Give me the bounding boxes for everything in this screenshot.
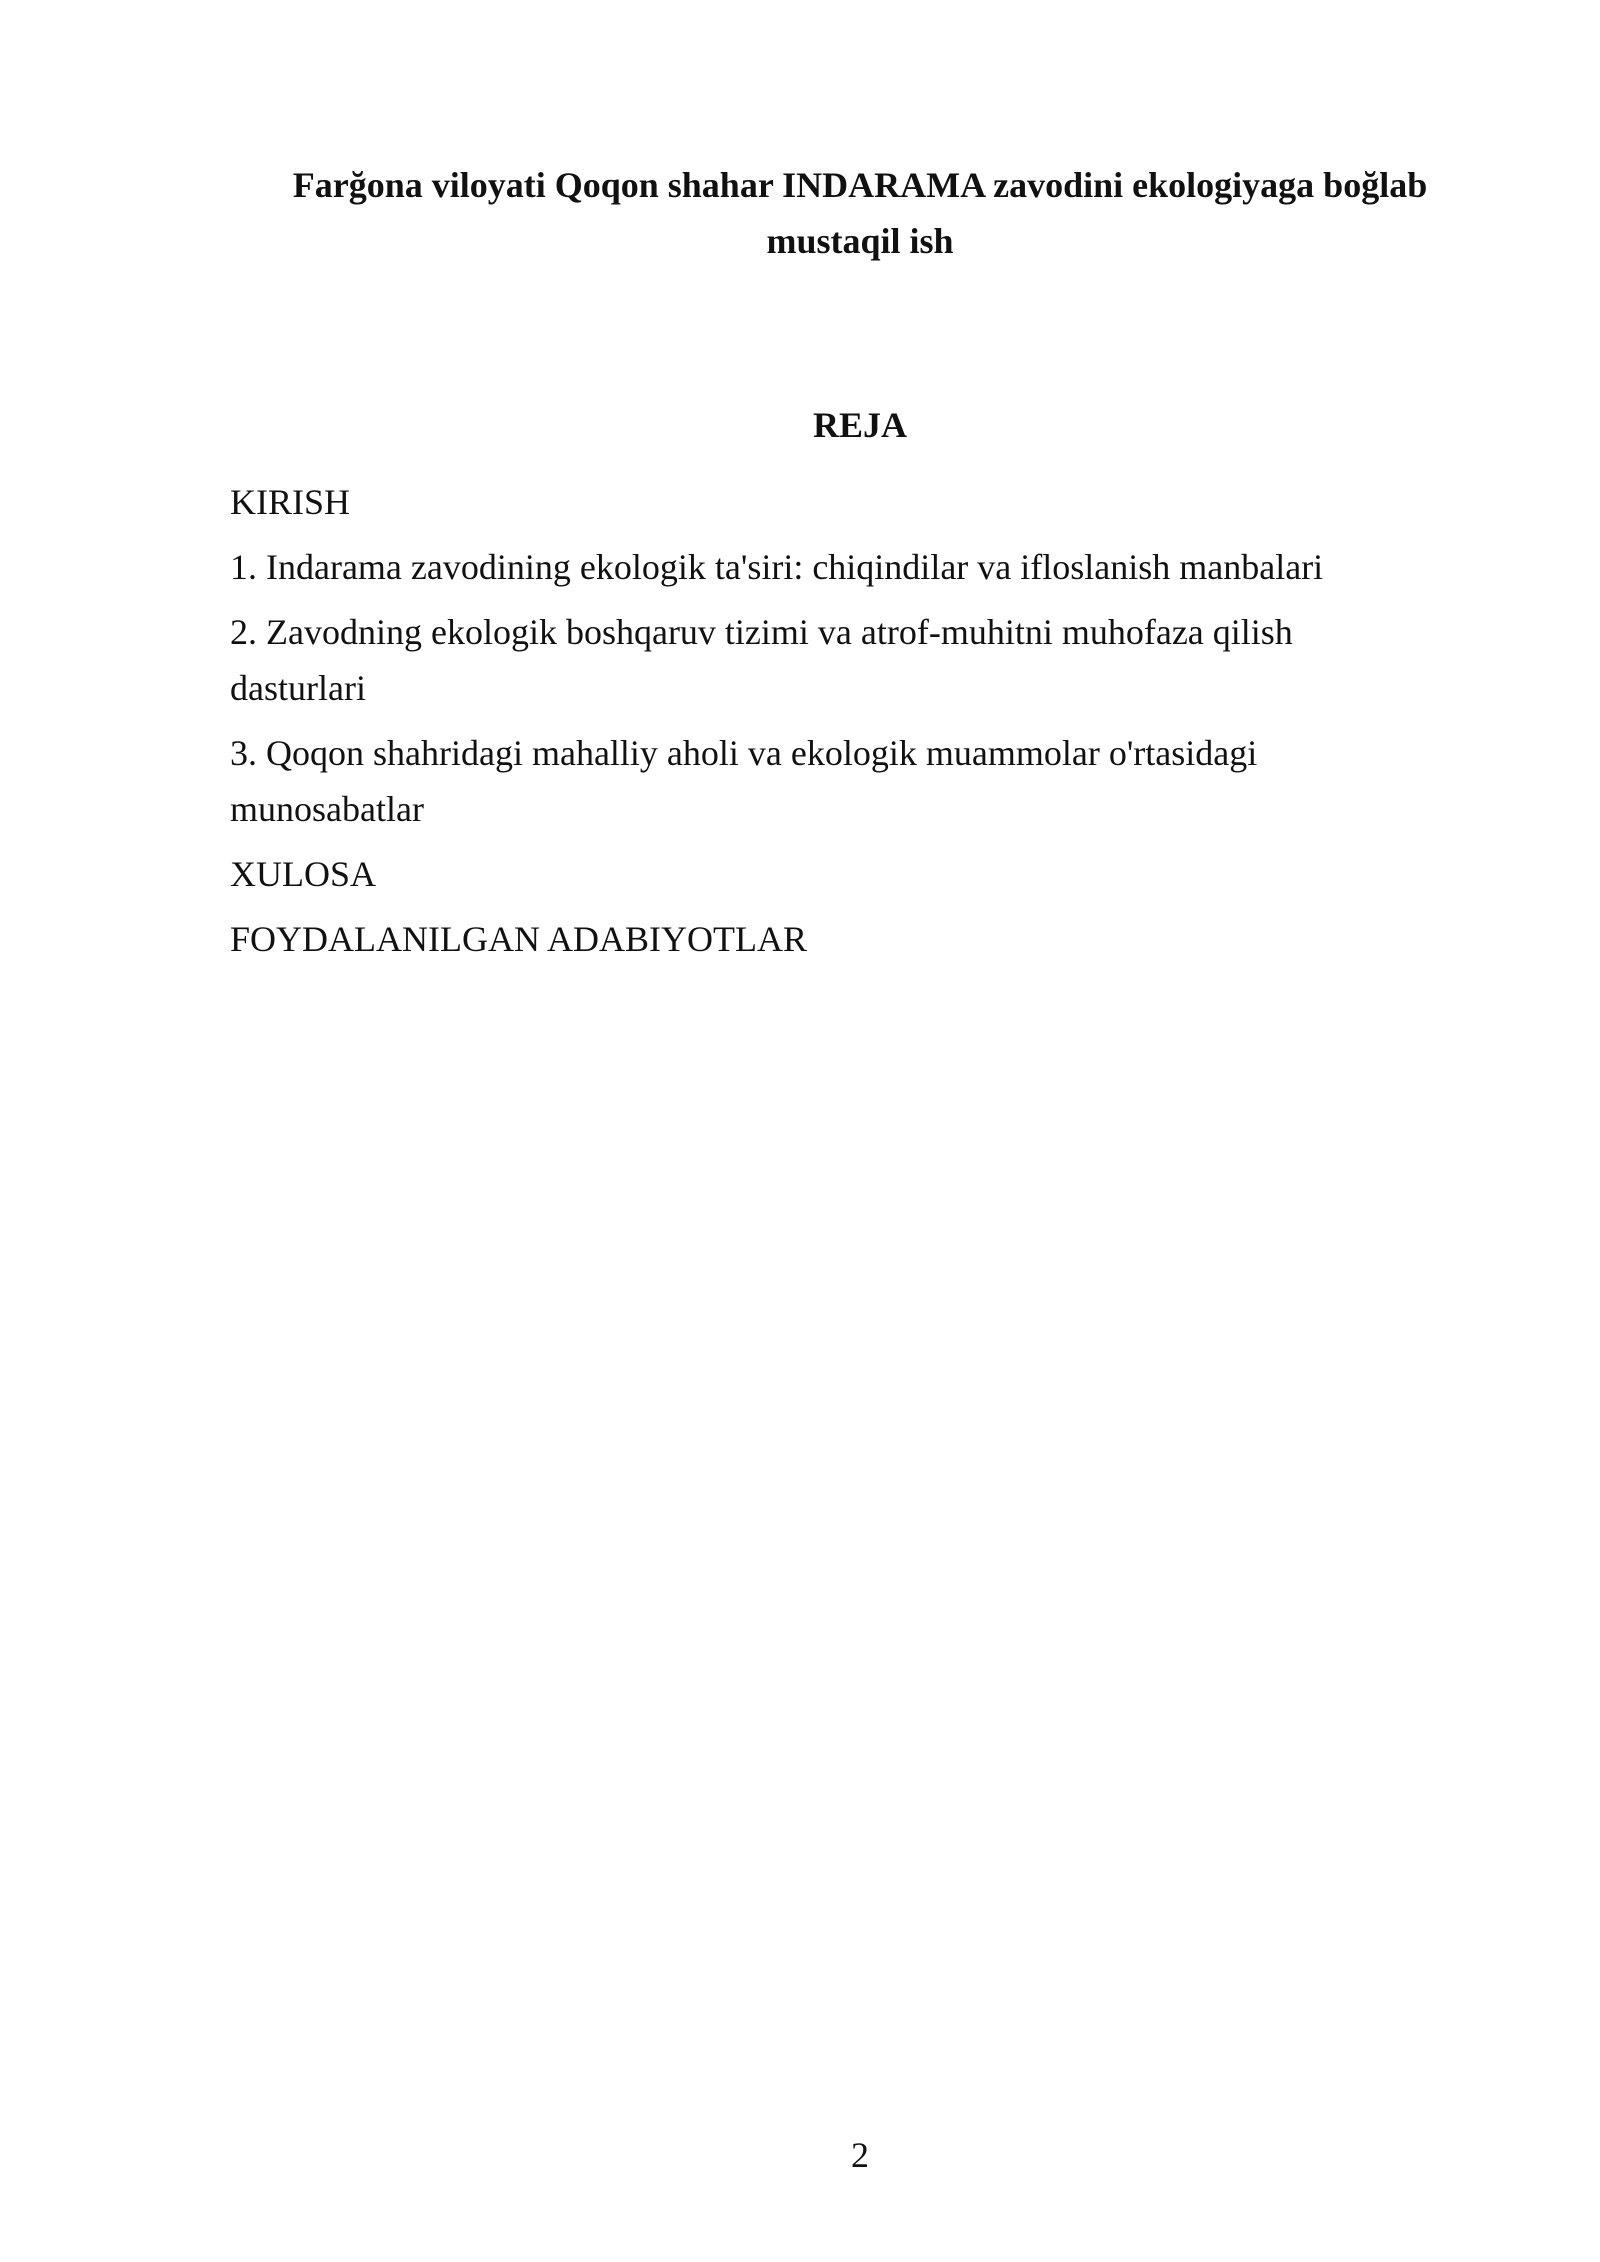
- toc-item-2: 2. Zavodning ekologik boshqaruv tizimi va atrof-muhitni muhofaza qilish dasturlari: [230, 612, 1293, 708]
- page-number: 2: [851, 2135, 869, 2175]
- document-title: [240, 157, 1480, 269]
- table-of-contents: [230, 474, 1430, 976]
- toc-item-conclusion: XULOSA: [230, 854, 377, 894]
- document-title-line-1: Farğona viloyati Qoqon shahar INDARAMA zavodini ekologiyaga boğlab: [292, 165, 1428, 205]
- toc-item-1: 1. Indarama zavodining ekologik ta'siri: chiqindilar va ifloslanish manbalari: [230, 547, 1324, 587]
- toc-item-references: FOYDALANILGAN ADABIYOTLAR: [230, 919, 807, 959]
- plan-heading: REJA: [812, 405, 907, 445]
- toc-item-introduction: KIRISH: [230, 482, 351, 522]
- document-title-line-2: mustaqil ish: [766, 221, 954, 261]
- toc-item-3: 3. Qoqon shahridagi mahalliy aholi va ekologik muammolar o'rtasidagi munosabatlar: [230, 733, 1258, 829]
